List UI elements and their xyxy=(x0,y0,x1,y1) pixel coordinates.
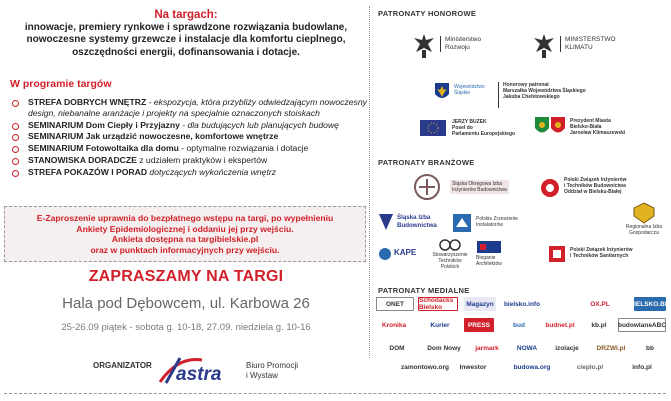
eticket-line: Ankiety Epidemiologicznej i oddaniu jej przy wejściu. xyxy=(76,223,294,234)
bullet-icon xyxy=(12,146,19,153)
bullet-icon xyxy=(12,100,19,107)
media-logo: Kronika xyxy=(376,318,412,332)
industry-logo-text: i Techników Budownictwa xyxy=(564,183,626,189)
silesia-eagle-icon xyxy=(434,82,450,102)
intro-title: Na targach: xyxy=(154,9,218,21)
cut-line xyxy=(4,393,666,394)
program-item xyxy=(8,131,368,142)
chamber-crest-icon xyxy=(632,202,656,224)
program-item-desc: - optymalne rozwiązania i dotacje xyxy=(178,143,309,154)
industry-logo xyxy=(476,240,542,266)
sanitary-engineers-icon xyxy=(548,245,566,263)
media-logo: Kurier xyxy=(420,318,460,332)
industry-logo-text: Śląska Okręgowa Izba xyxy=(452,181,503,187)
program-item xyxy=(8,97,368,119)
installers-icon xyxy=(452,213,472,233)
industry-logo xyxy=(378,210,444,236)
media-logo: bielsko.info xyxy=(502,297,542,311)
bullet-icon xyxy=(12,170,19,177)
honorary-logo xyxy=(498,82,603,108)
media-logo: DRZWI.pl xyxy=(594,341,628,355)
eticket-notice xyxy=(4,206,366,262)
industry-logo-text: Budownictwa xyxy=(397,221,437,229)
technicians-icon xyxy=(439,238,461,252)
media-logo: budnet.pl xyxy=(540,318,580,332)
honorary-logo-text: KLIMATU xyxy=(565,44,593,51)
industry-logo-text: i Techników Sanitarnych xyxy=(570,253,629,259)
honorary-logo-text: Śląskie xyxy=(454,90,471,96)
honorary-logo-text: Prezydent Miasta xyxy=(570,118,611,124)
industry-logo-text: Śląska Izba xyxy=(397,214,431,221)
industry-title: PATRONATY BRANŻOWE xyxy=(378,158,475,167)
honorary-logo-text: Marszałka Województwa Śląskiego xyxy=(503,88,586,94)
industry-logo xyxy=(410,172,520,202)
astra-logo-icon xyxy=(158,350,238,390)
eticket-line: E-Zaproszenie uprawnia do bezpłatnego wstępu na targi, po wypełnieniu xyxy=(36,213,334,223)
media-logo: Magazyn xyxy=(464,297,496,311)
media-logo: cieplo.pl xyxy=(568,360,612,374)
industry-logo-text: Regionalna Izba xyxy=(625,224,663,230)
industry-logo xyxy=(622,202,666,242)
honorary-logo-text: Jakuba Chełstowskiego xyxy=(503,94,560,100)
honorary-logo-text: JERZY BUZEK xyxy=(452,119,487,125)
honorary-logo-text: Rozwoju xyxy=(445,44,470,51)
program-item-desc: z udziałem praktyków i ekspertów xyxy=(136,154,268,165)
media-title: PATRONATY MEDIALNE xyxy=(378,286,470,295)
eu-flag-icon xyxy=(420,120,446,136)
eagle-emblem-icon xyxy=(532,32,556,60)
program-item xyxy=(8,143,368,154)
column-divider xyxy=(369,6,370,358)
organizer-name-line: i Wystaw xyxy=(246,371,278,380)
program-item-desc: - ekspozycja, która przybliży odwiedzającym nowoczesny design, niebanalne aranżacje i projekty na specjalnie oznaczonych stoiskach xyxy=(28,97,367,118)
kape-icon xyxy=(378,247,392,261)
pzitb-icon xyxy=(540,178,560,198)
bullet-icon xyxy=(12,134,19,141)
honorary-logo-text: Honorowy patronat xyxy=(503,82,549,88)
right-panel xyxy=(372,0,670,401)
media-logo: budowa.org xyxy=(512,360,552,374)
program-item-name: STANOWISKA DORADCZE xyxy=(28,154,137,165)
media-logo: NOWA xyxy=(512,341,542,355)
media-logo: PRESS xyxy=(464,318,494,332)
industry-logo-text: Bieganie xyxy=(476,255,496,261)
program-item-name: STREFA DOBRYCH WNĘTRZ xyxy=(28,97,147,107)
program-item-name: SEMINARIUM Dom Ciepły i Przyjazny xyxy=(28,119,180,130)
intro-line: nowoczesne systemy grzewcze i instalacje dla komfortu cieplnego, xyxy=(26,34,346,46)
architects-icon xyxy=(476,240,502,254)
venue-text: Hala pod Dębowcem, ul. Karbowa 26 xyxy=(62,295,310,312)
honorary-logo-text: Parlamentu Europejskiego xyxy=(452,131,516,137)
media-logo: OX.PL xyxy=(582,297,618,311)
honorary-logo-text: MINISTERSTWO xyxy=(565,36,616,43)
media-logo: BIELSKO.BIZ xyxy=(634,297,666,311)
media-logo: Inwestor xyxy=(456,360,490,374)
intro-line: oszczędności energii, dofinansowania i dotacje. xyxy=(72,46,300,58)
industry-logo-text: Polski Związek Inżynierów xyxy=(570,247,633,253)
dates-text: 25-26.09 piątek - sobota g. 10-18, 27.09. niedziela g. 10-16 xyxy=(61,322,311,333)
intro-line: innowacje, premiery rynkowe i sprawdzone rozwiązania budowlane, xyxy=(24,22,348,33)
industry-logo-text: Architektów xyxy=(476,261,502,267)
program-item-name: STREFA POKAZÓW I PORAD xyxy=(28,166,148,177)
industry-logo xyxy=(540,176,655,202)
industry-logo xyxy=(548,244,666,266)
organizer-name xyxy=(246,361,298,381)
industry-logo-text: Inżynierów Budownictwa xyxy=(452,187,507,193)
program-item-desc: dotyczących wykończenia wnętrz xyxy=(147,166,277,177)
honorary-logo-text: Ministerstwo xyxy=(445,36,482,43)
industry-logo xyxy=(452,210,542,238)
honorary-logo-text: Województwo xyxy=(454,84,485,90)
honorary-logo xyxy=(434,80,494,108)
organizer-name-line: Biuro Promocji xyxy=(246,361,299,370)
eticket-line: oraz w punktach informacyjnych przy wejściu. xyxy=(90,244,280,255)
industry-logo xyxy=(378,244,420,266)
honorary-logo-text: Jarosław Klimaszewski xyxy=(570,130,626,136)
program-item xyxy=(8,167,368,178)
media-logo: Dom Nowy xyxy=(422,341,466,355)
media-logo: zamontowo.org xyxy=(408,360,442,374)
invite-heading: ZAPRASZAMY NA TARGI xyxy=(88,268,284,285)
industry-logo-text: Polskie Zrzeszenie xyxy=(476,216,518,222)
media-logo: DOM xyxy=(380,341,414,355)
eagle-emblem-icon xyxy=(412,32,436,60)
program-item-name: SEMINARIUM Fotowoltaika dla domu xyxy=(28,143,179,154)
honorary-logo xyxy=(532,30,647,64)
media-logo: kb.pl xyxy=(584,318,614,332)
industry-logo-text: Instalatorów xyxy=(476,222,503,228)
media-logo: info.pl xyxy=(620,360,664,374)
honorary-logo-text: Bielsko-Biała xyxy=(570,124,602,130)
honorary-logo xyxy=(420,118,532,146)
intro-text xyxy=(8,22,364,59)
program-item xyxy=(8,155,368,166)
program-list xyxy=(8,97,368,179)
media-logo: budowlaneABC xyxy=(618,318,666,332)
organizer-label: ORGANIZATOR xyxy=(93,361,152,370)
program-item-name: SEMINARIUM Jak urządzić nowoczesne, komfortowe wnętrze xyxy=(28,131,279,142)
honorary-logo xyxy=(534,114,644,150)
honorary-logo xyxy=(412,30,522,64)
media-logo: izolacje xyxy=(550,341,584,355)
media-logo: Schodacks Bielsko xyxy=(418,297,458,311)
honorary-title: PATRONATY HONOROWE xyxy=(378,9,477,18)
program-title: W programie targów xyxy=(10,78,112,90)
industry-logo-text: Techników Polskich xyxy=(438,258,462,270)
media-logo: bud xyxy=(502,318,536,332)
astra-logo-text: astra xyxy=(176,364,222,385)
media-logo: jarmark xyxy=(472,341,502,355)
engineer-chamber-icon xyxy=(410,172,444,202)
industry-logo-text: Polski Związek Inżynierów xyxy=(564,177,627,183)
bullet-icon xyxy=(12,123,19,130)
industry-logo-text: Oddział w Bielsku-Białej xyxy=(564,189,622,195)
program-item-desc: - dla budujących lub planujących budowę xyxy=(179,119,339,130)
industry-logo-text: Stowarzyszenie xyxy=(432,252,468,258)
media-logo: ONET xyxy=(376,297,414,311)
honorary-logo-text: Poseł do xyxy=(452,125,473,131)
city-crest-icon xyxy=(534,116,566,138)
eticket-line: Ankieta dostępna na targibielskie.pl xyxy=(111,234,259,245)
industry-logo-text: Gospodarcza xyxy=(629,230,659,236)
media-logo: bb xyxy=(634,341,666,355)
program-item xyxy=(8,120,368,131)
industry-logo-text: KAPE xyxy=(394,248,417,257)
bullet-icon xyxy=(12,158,19,165)
silesian-chamber-icon xyxy=(378,212,394,232)
industry-logo xyxy=(430,238,470,268)
